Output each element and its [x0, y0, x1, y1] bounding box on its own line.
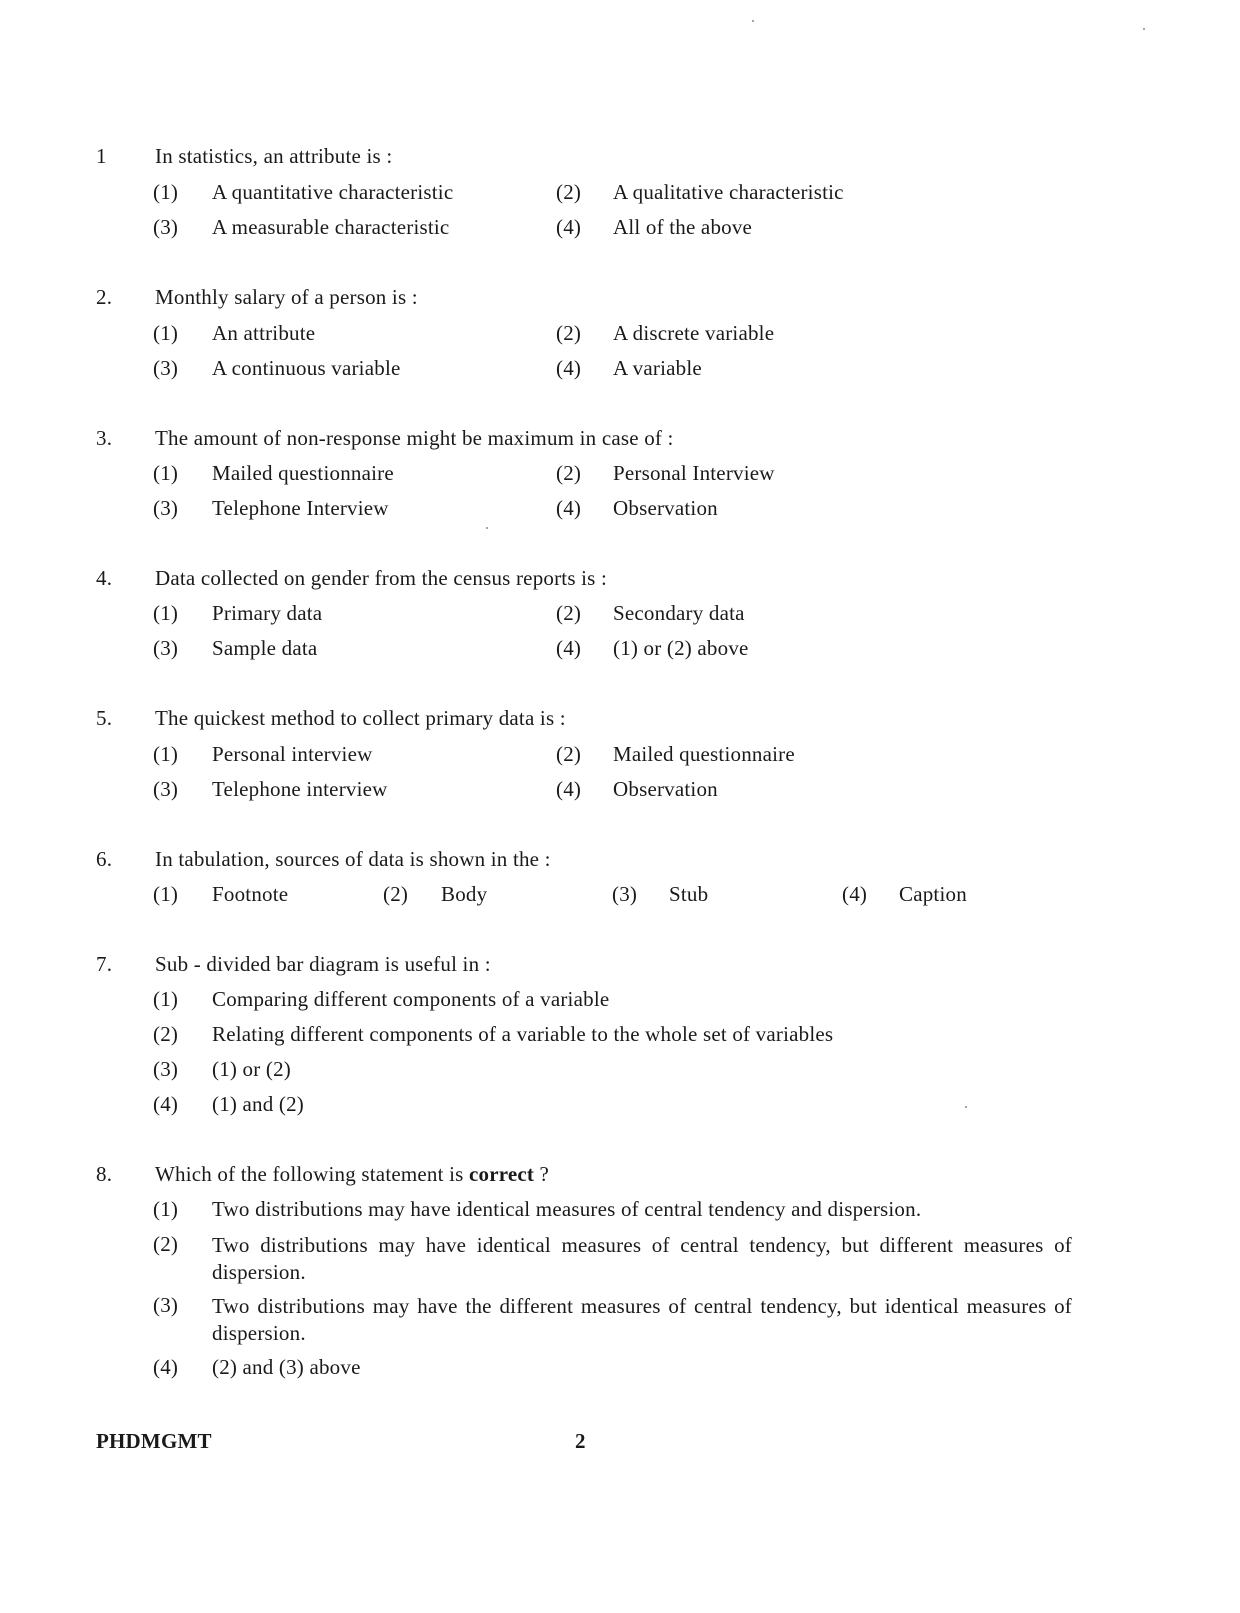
option-text: Comparing different components of a variable [212, 987, 610, 1011]
option-text: Personal interview [212, 742, 373, 766]
option-text: Primary data [212, 601, 323, 625]
option-number: (2) [153, 1232, 179, 1256]
option-text: All of the above [613, 215, 753, 239]
scan-speck [1143, 28, 1145, 30]
option-text: Observation [613, 496, 718, 520]
option-text: A variable [613, 356, 702, 380]
option-text: Secondary data [613, 601, 745, 625]
option-text: (2) and (3) above [212, 1355, 361, 1379]
option-text: Observation [613, 777, 718, 801]
option-number: (1) [153, 461, 179, 485]
option-number: (4) [556, 356, 582, 380]
question-number: 7. [96, 952, 113, 976]
option-number: (4) [556, 777, 582, 801]
question-text-part: Which of the following statement is [155, 1162, 469, 1186]
option-text: Two distributions may have identical measures of central tendency, but different measures of dispersion. [212, 1233, 1072, 1284]
option-text: Two distributions may have the different measures of central tendency, but identical measures of dispersion. [212, 1294, 1072, 1345]
option-number: (4) [842, 882, 868, 906]
page-number: 2 [575, 1429, 586, 1453]
question-text-part: ? [534, 1162, 550, 1186]
option-number: (3) [153, 496, 179, 520]
option-number: (1) [153, 987, 179, 1011]
option-text: A qualitative characteristic [613, 180, 844, 204]
question-text: The quickest method to collect primary data is : [155, 706, 566, 730]
option-text: An attribute [212, 321, 316, 345]
option-number: (2) [153, 1022, 179, 1046]
question-text: Data collected on gender from the census reports is : [155, 566, 608, 590]
option-text: Telephone Interview [212, 496, 389, 520]
option-number: (4) [556, 496, 582, 520]
option-number: (4) [153, 1355, 179, 1379]
option-number: (2) [556, 601, 582, 625]
question-number: 8. [96, 1162, 113, 1186]
option-text: Personal Interview [613, 461, 775, 485]
option-text: Body [441, 882, 488, 906]
option-text: Sample data [212, 636, 318, 660]
question-text [155, 1162, 549, 1187]
option-text: Caption [899, 882, 967, 906]
question-number: 2. [96, 285, 113, 309]
question-text: The amount of non-response might be maximum in case of : [155, 426, 674, 450]
option-text: (1) and (2) [212, 1092, 304, 1116]
option-number: (4) [556, 215, 582, 239]
option-text: A discrete variable [613, 321, 775, 345]
option-number: (1) [153, 180, 179, 204]
option-text: Mailed questionnaire [212, 461, 394, 485]
question-number: 3. [96, 426, 113, 450]
option-number: (4) [153, 1092, 179, 1116]
option-number: (3) [153, 636, 179, 660]
option-number: (1) [153, 321, 179, 345]
scan-speck [752, 20, 754, 22]
option-number: (2) [556, 321, 582, 345]
question-text: In statistics, an attribute is : [155, 144, 393, 168]
question-number: 5. [96, 706, 113, 730]
option-text: Two distributions may have identical measures of central tendency and dispersion. [212, 1197, 922, 1221]
option-number: (4) [556, 636, 582, 660]
option-number: (3) [153, 777, 179, 801]
option-number: (2) [556, 742, 582, 766]
option-number: (3) [153, 356, 179, 380]
question-text: Sub - divided bar diagram is useful in : [155, 952, 491, 976]
question-emphasis: correct [468, 1162, 535, 1186]
option-number: (3) [153, 1293, 179, 1317]
option-number: (1) [153, 601, 179, 625]
option-number: (3) [153, 1057, 179, 1081]
question-text: Monthly salary of a person is : [155, 285, 418, 309]
option-text: Relating different components of a variable to the whole set of variables [212, 1022, 834, 1046]
option-number: (1) [153, 882, 179, 906]
option-text: Stub [669, 882, 709, 906]
option-text: A continuous variable [212, 356, 401, 380]
option-number: (2) [556, 180, 582, 204]
option-number: (3) [612, 882, 638, 906]
option-number: (3) [153, 215, 179, 239]
option-text: Footnote [212, 882, 289, 906]
scan-speck [486, 527, 488, 529]
option-text: (1) or (2) [212, 1057, 291, 1081]
question-number: 6. [96, 847, 113, 871]
question-number: 4. [96, 566, 113, 590]
question-text: In tabulation, sources of data is shown in the : [155, 847, 551, 871]
option-text: A measurable characteristic [212, 215, 450, 239]
option-number: (1) [153, 1197, 179, 1221]
option-text: Mailed questionnaire [613, 742, 795, 766]
question-number: 1 [96, 144, 107, 168]
option-text: Telephone interview [212, 777, 388, 801]
paper-code: PHDMGMT [96, 1429, 212, 1453]
option-number: (2) [383, 882, 409, 906]
option-text: (1) or (2) above [613, 636, 749, 660]
scan-speck [965, 1106, 967, 1108]
option-number: (2) [556, 461, 582, 485]
option-text: A quantitative characteristic [212, 180, 454, 204]
option-number: (1) [153, 742, 179, 766]
